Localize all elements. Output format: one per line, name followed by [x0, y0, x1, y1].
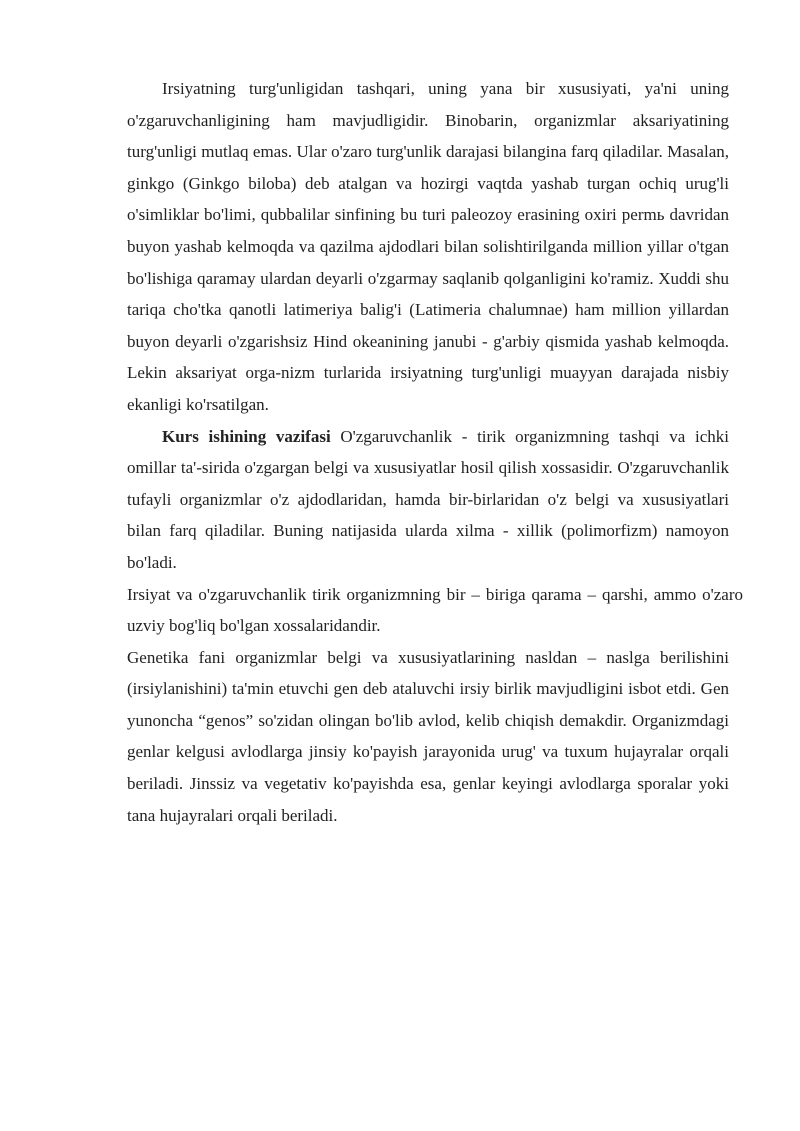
paragraph-heredity-stability: Irsiyatning turg'unligidan tashqari, uning yana bir xususiyati, ya'ni uning o'zgaruvchanligining ham mavjudligidir. Binobarin, organizmlar aksariyatining turg'unligi mutlaq emas. Ular o'zaro turg'unlik darajasi bilangina farq qiladilar. Masalan, ginkgo (Ginkgo biloba) deb atalgan va hozirgi vaqtda yashab turgan ochiq urug'li o'simliklar bo'limi, qubbalilar sinfining bu turi paleozoy erasining oxiri permь davridan buyon yashab kelmoqda va qazilma ajdodlari bilan solishtirilganda million yillar o'tgan bo'lishiga qaramay ulardan deyarli o'zgarmay saqlanib qolganligini ko'ramiz. Xuddi shu tariqa cho'tka qanotli latimeriya balig'i (Latimeria chalumnae) ham million yillardan buyon deyarli o'zgarishsiz Hind okeanining janubi - g'arbiy qismida yashab kelmoqda. Lekin aksariyat orga-nizm turlarida irsiyatning turg'unligi muayyan darajada nisbiy ekanligi ko'rsatilgan. — [127, 79, 729, 414]
course-task-heading: Kurs ishining vazifasi — [162, 426, 331, 446]
paragraph-heredity-variability: Irsiyat va o'zgaruvchanlik tirik organizmning bir – biriga qarama – qarshi, ammo o'zaro uzviy bog'liq bo'lgan xossalaridandir. — [127, 584, 743, 636]
document-body — [127, 73, 743, 831]
paragraph-course-task — [127, 421, 729, 579]
paragraph-genetics: Genetika fani organizmlar belgi va xususiyatlarining nasldan – naslga berilishini (irsiylanishini) ta'min etuvchi gen deb ataluvchi irsiy birlik mavjudligini isbot etdi. Gen yunoncha “genos” so'zidan olingan bo'lib avlod, kelib chiqish demakdir. Organizmdagi genlar kelgusi avlodlarga jinsiy ko'payish jarayonida urug' va tuxum hujayralar orqali beriladi. Jinssiz va vegetativ ko'payishda esa, genlar keyingi avlodlarga sporalar yoki tana hujayralari orqali beriladi. — [127, 647, 729, 825]
course-task-text: O'zgaruvchanlik - tirik organizmning tashqi va ichki omillar ta'-sirida o'zgargan belgi va xususiyatlar hosil qilish xossasidir. O'zgaruvchanlik tufayli organizmlar o'z ajdodlaridan, hamda bir-birlaridan o'z belgi va xususiyatlari bilan farq qiladilar. Buning natijasida ularda xilma - xillik (polimorfizm) namoyon bo'ladi. — [127, 426, 729, 572]
